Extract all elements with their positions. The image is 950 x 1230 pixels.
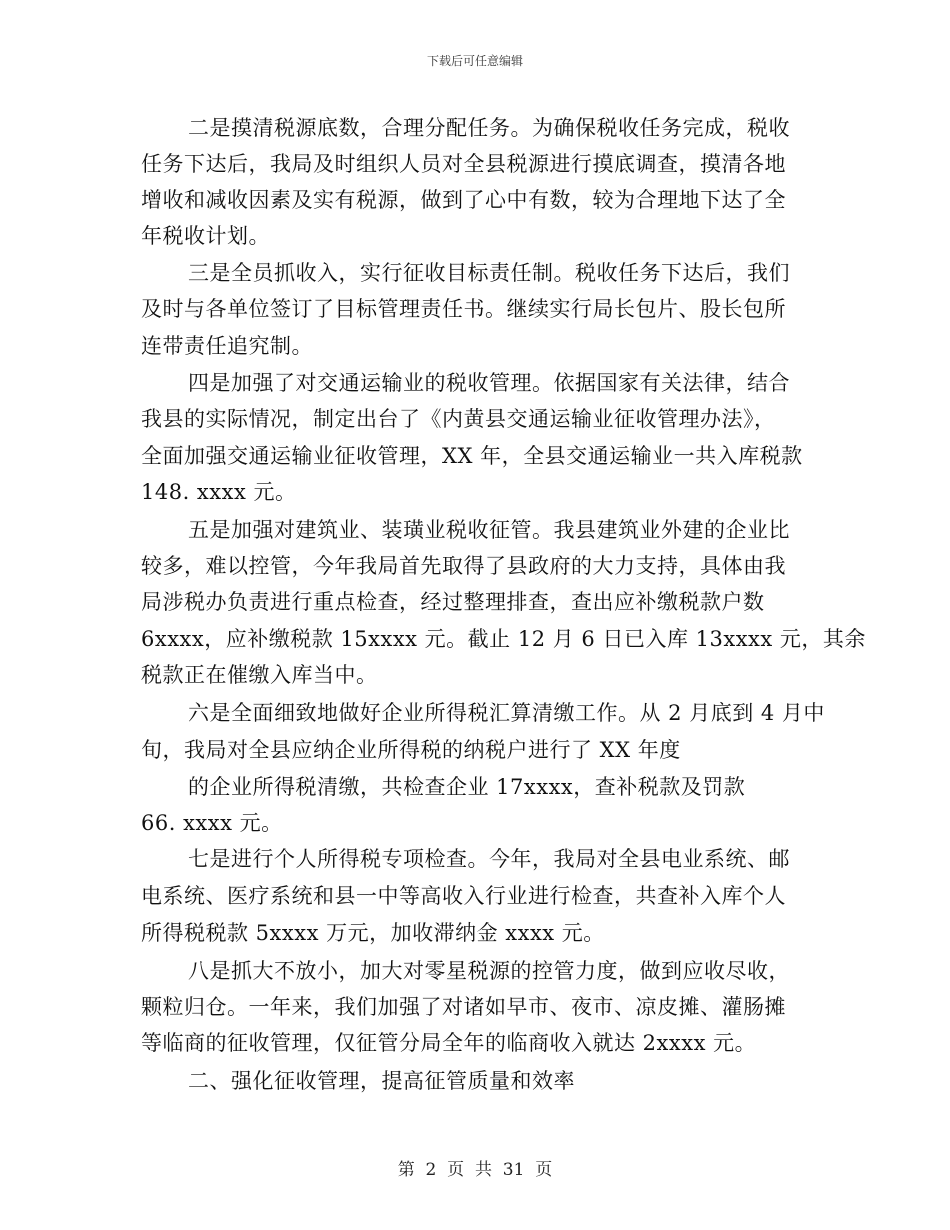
text-line: 等临商的征收管理，仅征管分局全年的临商收入就达 2xxxx 元。 bbox=[141, 1031, 757, 1055]
page-header-note: 下载后可任意编辑 bbox=[426, 54, 523, 68]
text-line: 较多，难以控管，今年我局首先取得了县政府的大力支持，具体由我 bbox=[141, 554, 786, 578]
text-line: 所得税税款 5xxxx 万元，加收滞纳金 xxxx 元。 bbox=[141, 921, 605, 945]
text-line: 年税收计划。 bbox=[141, 224, 270, 248]
text-line: 三是全员抓收入，实行征收目标责任制。税收任务下达后，我们 bbox=[188, 261, 790, 285]
text-line: 148. xxxx 元。 bbox=[141, 480, 297, 504]
text-line: 的企业所得税清缴，共检查企业 17xxxx，查补税款及罚款 bbox=[188, 775, 746, 799]
text-line: 二是摸清税源底数，合理分配任务。为确保税收任务完成，税收 bbox=[188, 116, 790, 140]
text-line: 四是加强了对交通运输业的税收管理。依据国家有关法律，结合 bbox=[188, 371, 790, 395]
text-line: 电系统、医疗系统和县一中等高收入行业进行检查，共查补入库个人 bbox=[141, 884, 786, 908]
text-line: 我县的实际情况，制定出台了《内黄县交通运输业征收管理办法》， bbox=[141, 407, 776, 431]
text-line: 六是全面细致地做好企业所得税汇算清缴工作。从 2 月底到 4 月中 bbox=[188, 701, 825, 725]
text-line: 任务下达后，我局及时组织人员对全县税源进行摸底调查，摸清各地 bbox=[141, 152, 786, 176]
text-line: 税款正在催缴入库当中。 bbox=[141, 663, 378, 687]
text-line: 连带责任追究制。 bbox=[141, 334, 313, 358]
text-line: 6xxxx，应补缴税款 15xxxx 元。截止 12 月 6 日已入库 13xxxx 元，其余 bbox=[141, 627, 866, 651]
page-number-footer: 第 2 页 共 31 页 bbox=[397, 1160, 553, 1180]
text-line: 全面加强交通运输业征收管理，XX 年，全县交通运输业一共入库税款 bbox=[141, 444, 803, 468]
text-line: 八是抓大不放小，加大对零星税源的控管力度，做到应收尽收， bbox=[188, 959, 790, 983]
text-line: 五是加强对建筑业、装璜业税收征管。我县建筑业外建的企业比 bbox=[188, 518, 790, 542]
text-line: 66. xxxx 元。 bbox=[141, 811, 283, 835]
text-line: 七是进行个人所得税专项检查。今年，我局对全县电业系统、邮 bbox=[188, 847, 790, 871]
text-line: 颗粒归仓。一年来，我们加强了对诸如早市、夜市、凉皮摊、灌肠摊 bbox=[141, 995, 786, 1019]
text-line: 增收和减收因素及实有税源，做到了心中有数，较为合理地下达了全 bbox=[141, 188, 786, 212]
text-line: 及时与各单位签订了目标管理责任书。继续实行局长包片、股长包所 bbox=[141, 297, 786, 321]
section-heading: 二、强化征收管理，提高征管质量和效率 bbox=[188, 1069, 575, 1093]
text-line: 局涉税办负责进行重点检查，经过整理排查，查出应补缴税款户数 bbox=[141, 590, 765, 614]
text-line: 旬，我局对全县应纳企业所得税的纳税户进行了 XX 年度 bbox=[141, 738, 681, 762]
